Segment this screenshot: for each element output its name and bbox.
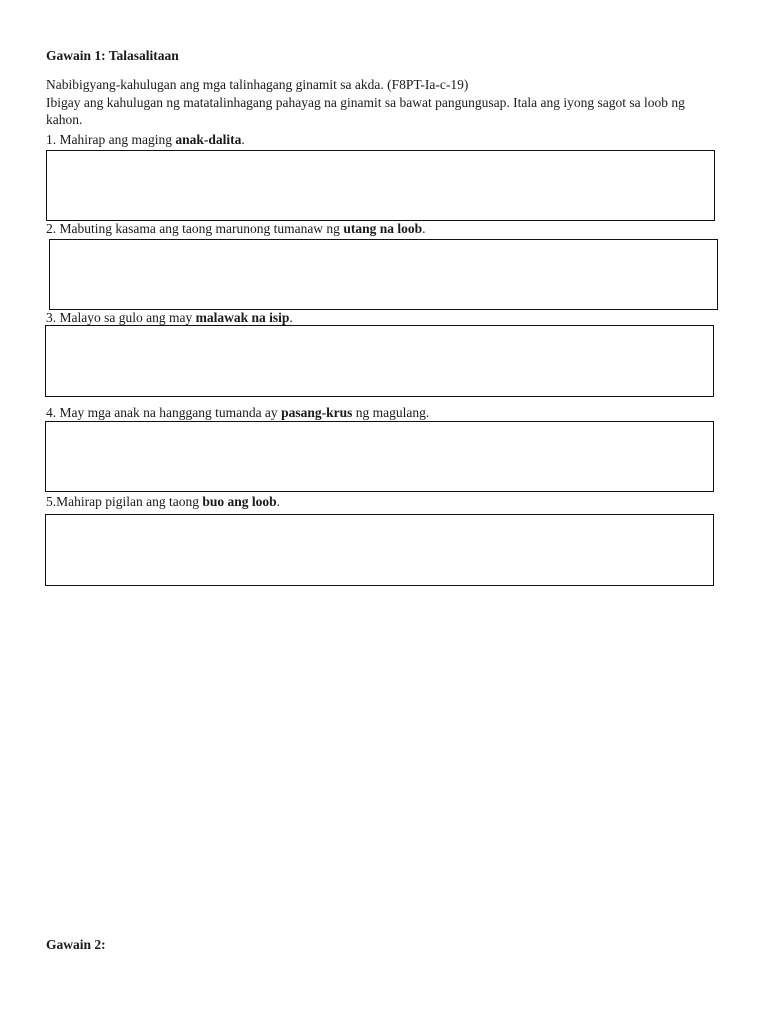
item-1-question: 1. Mahirap ang maging anak-dalita. — [46, 132, 245, 147]
item-4-term: pasang-krus — [281, 405, 353, 420]
item-3-answer-box[interactable] — [45, 325, 714, 397]
item-2-term: utang na loob — [343, 221, 423, 236]
item-2-answer-box[interactable] — [49, 239, 718, 310]
instructions: Ibigay ang kahulugan ng matatalinhagang pahayag na ginamit sa bawat pangungusap. Itala ang iyong sagot sa loob ng kahon. — [46, 95, 685, 127]
gawain2-title: Gawain 2: — [46, 937, 106, 952]
item-4-question: 4. May mga anak na hanggang tumanda ay pasang-krus ng magulang. — [46, 405, 430, 420]
gawain1-title: Gawain 1: Talasalitaan — [46, 48, 179, 63]
item-5-question: 5.Mahirap pigilan ang taong buo ang loob. — [46, 494, 281, 509]
item-5-answer-box[interactable] — [45, 514, 714, 586]
learning-objective: Nabibigyang-kahulugan ang mga talinhagang ginamit sa akda. (F8PT-Ia-c-19) — [46, 77, 469, 92]
item-4-answer-box[interactable] — [45, 421, 714, 492]
item-3-question: 3. Malayo sa gulo ang may malawak na isip. — [46, 310, 293, 325]
item-1-answer-box[interactable] — [46, 150, 715, 221]
item-2-question: 2. Mabuting kasama ang taong marunong tumanaw ng utang na loob. — [46, 221, 426, 236]
item-3-term: malawak na isip — [195, 310, 290, 325]
item-1-term: anak-dalita — [175, 132, 242, 147]
item-5-term: buo ang loob — [202, 494, 277, 509]
